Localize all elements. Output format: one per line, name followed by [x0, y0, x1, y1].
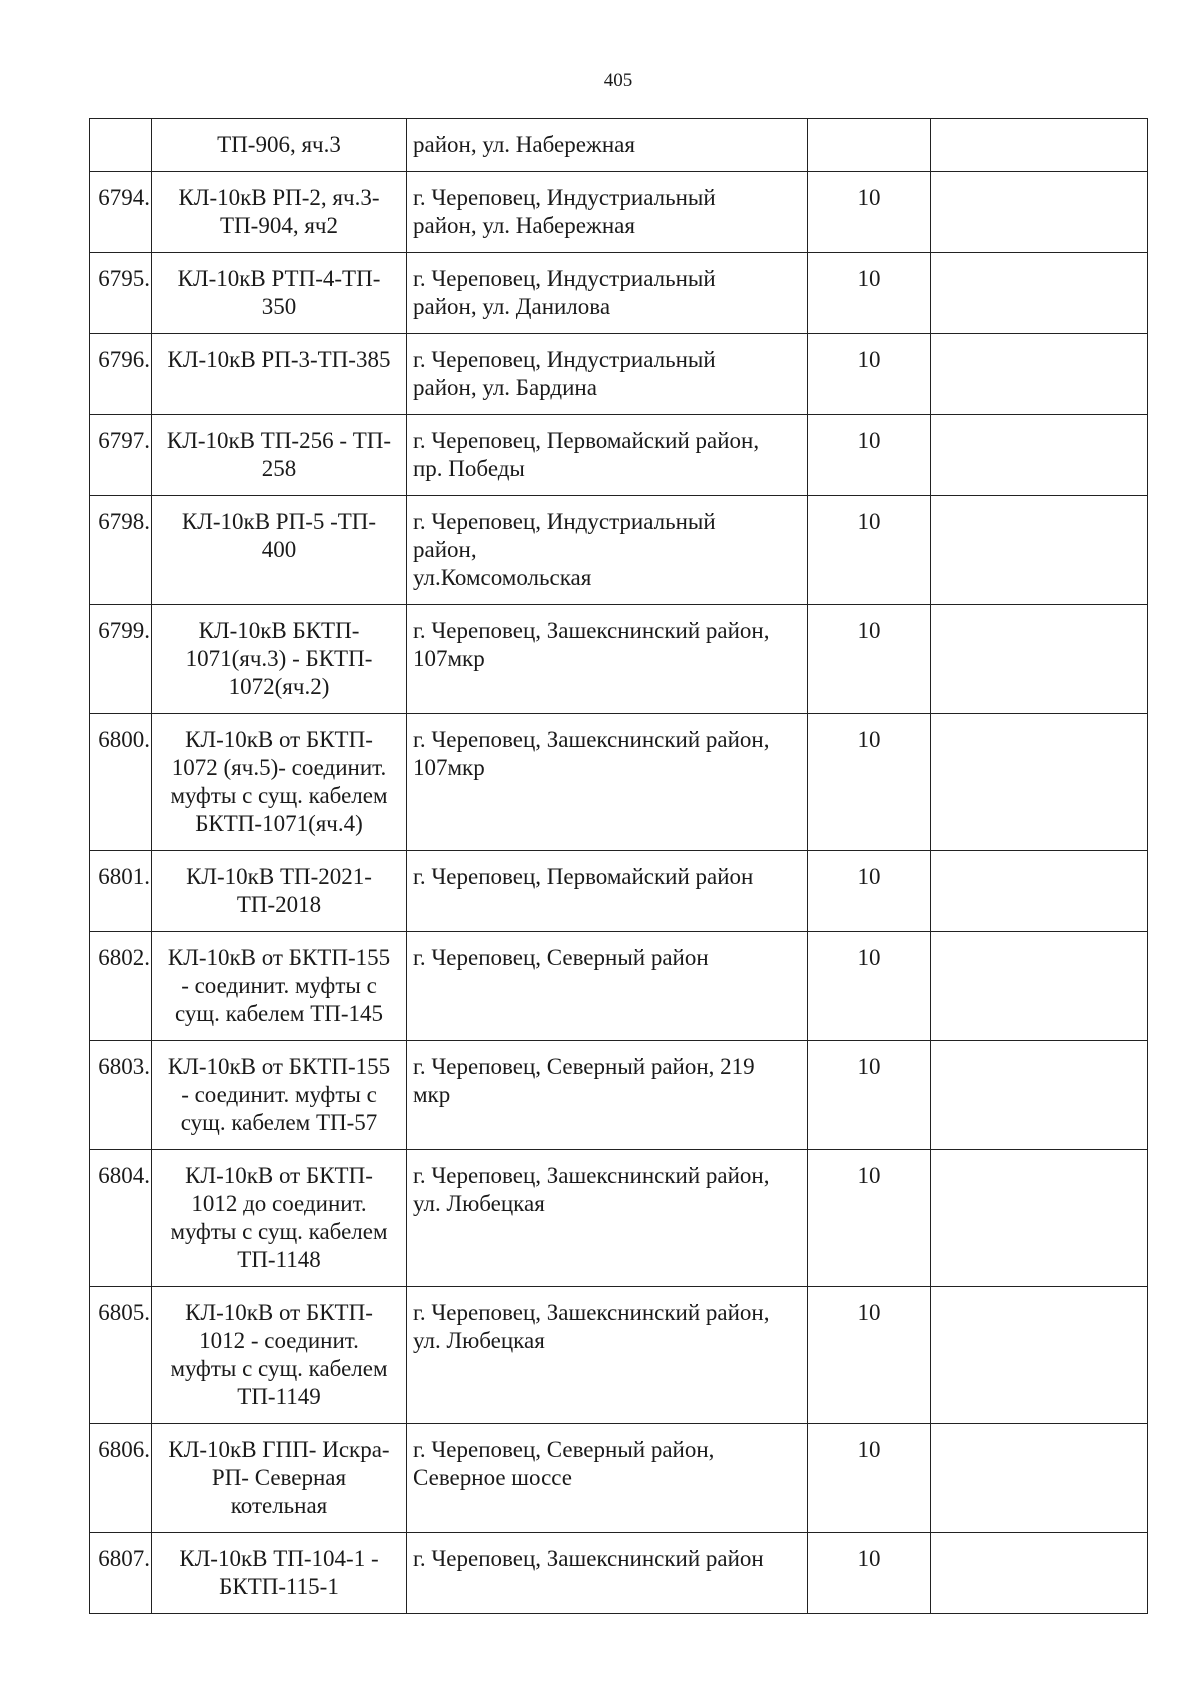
table-row — [90, 119, 1148, 172]
table-row — [90, 714, 1148, 851]
cable-line-name-cell: КЛ-10кВ БКТП- 1071(яч.3) - БКТП- 1072(яч.2) — [152, 605, 407, 714]
voltage-cell: 10 — [808, 1150, 931, 1287]
extra-cell — [931, 1041, 1148, 1150]
table-row — [90, 605, 1148, 714]
table-row — [90, 1533, 1148, 1614]
cable-line-name-cell: КЛ-10кВ РП-2, яч.3- ТП-904, яч2 — [152, 172, 407, 253]
extra-cell — [931, 496, 1148, 605]
row-number-cell: 6807. — [90, 1533, 152, 1614]
location-cell: г. Череповец, Первомайский район, пр. Победы — [407, 415, 808, 496]
location-cell: район, ул. Набережная — [407, 119, 808, 172]
cable-line-name-cell: КЛ-10кВ от БКТП- 1072 (яч.5)- соединит. муфты с сущ. кабелем БКТП-1071(яч.4) — [152, 714, 407, 851]
extra-cell — [931, 253, 1148, 334]
voltage-cell: 10 — [808, 172, 931, 253]
extra-cell — [931, 1287, 1148, 1424]
voltage-cell: 10 — [808, 415, 931, 496]
location-cell: г. Череповец, Зашекснинский район, 107мкр — [407, 714, 808, 851]
location-cell: г. Череповец, Индустриальный район, ул. Данилова — [407, 253, 808, 334]
voltage-cell: 10 — [808, 932, 931, 1041]
cable-line-name-cell: ТП-906, яч.3 — [152, 119, 407, 172]
row-number-cell: 6801. — [90, 851, 152, 932]
row-number-cell: 6802. — [90, 932, 152, 1041]
extra-cell — [931, 334, 1148, 415]
voltage-cell: 10 — [808, 253, 931, 334]
cable-line-name-cell: КЛ-10кВ ГПП- Искра- РП- Северная котельная — [152, 1424, 407, 1533]
row-number-cell — [90, 119, 152, 172]
cable-line-name-cell: КЛ-10кВ ТП-104-1 - БКТП-115-1 — [152, 1533, 407, 1614]
voltage-cell: 10 — [808, 496, 931, 605]
row-number-cell: 6794. — [90, 172, 152, 253]
voltage-cell: 10 — [808, 851, 931, 932]
table-row — [90, 1287, 1148, 1424]
row-number-cell: 6799. — [90, 605, 152, 714]
location-cell: г. Череповец, Зашекснинский район, ул. Любецкая — [407, 1150, 808, 1287]
extra-cell — [931, 415, 1148, 496]
extra-cell — [931, 714, 1148, 851]
extra-cell — [931, 1533, 1148, 1614]
extra-cell — [931, 851, 1148, 932]
table-row — [90, 172, 1148, 253]
extra-cell — [931, 172, 1148, 253]
table-row — [90, 932, 1148, 1041]
location-cell: г. Череповец, Индустриальный район, ул. Набережная — [407, 172, 808, 253]
row-number-cell: 6803. — [90, 1041, 152, 1150]
voltage-cell — [808, 119, 931, 172]
table-row — [90, 415, 1148, 496]
cable-line-name-cell: КЛ-10кВ ТП-2021- ТП-2018 — [152, 851, 407, 932]
voltage-cell: 10 — [808, 1424, 931, 1533]
cable-line-name-cell: КЛ-10кВ от БКТП- 1012 - соединит. муфты с сущ. кабелем ТП-1149 — [152, 1287, 407, 1424]
voltage-cell: 10 — [808, 714, 931, 851]
cable-line-name-cell: КЛ-10кВ РТП-4-ТП- 350 — [152, 253, 407, 334]
row-number-cell: 6800. — [90, 714, 152, 851]
location-cell: г. Череповец, Зашекснинский район — [407, 1533, 808, 1614]
table-body — [90, 119, 1148, 1614]
cable-line-name-cell: КЛ-10кВ от БКТП- 1012 до соединит. муфты с сущ. кабелем ТП-1148 — [152, 1150, 407, 1287]
cable-lines-table — [89, 118, 1148, 1614]
table-row — [90, 496, 1148, 605]
cable-line-name-cell: КЛ-10кВ ТП-256 - ТП- 258 — [152, 415, 407, 496]
location-cell: г. Череповец, Северный район, 219 мкр — [407, 1041, 808, 1150]
cable-line-name-cell: КЛ-10кВ РП-5 -ТП- 400 — [152, 496, 407, 605]
cable-line-name-cell: КЛ-10кВ от БКТП-155 - соединит. муфты с сущ. кабелем ТП-145 — [152, 932, 407, 1041]
row-number-cell: 6796. — [90, 334, 152, 415]
table-row — [90, 1041, 1148, 1150]
table-row — [90, 1424, 1148, 1533]
row-number-cell: 6798. — [90, 496, 152, 605]
table-row — [90, 1150, 1148, 1287]
extra-cell — [931, 119, 1148, 172]
location-cell: г. Череповец, Индустриальный район, ул. Бардина — [407, 334, 808, 415]
row-number-cell: 6805. — [90, 1287, 152, 1424]
extra-cell — [931, 1150, 1148, 1287]
extra-cell — [931, 1424, 1148, 1533]
location-cell: г. Череповец, Индустриальный район, ул.Комсомольская — [407, 496, 808, 605]
location-cell: г. Череповец, Зашекснинский район, 107мкр — [407, 605, 808, 714]
voltage-cell: 10 — [808, 605, 931, 714]
location-cell: г. Череповец, Северный район, Северное шоссе — [407, 1424, 808, 1533]
row-number-cell: 6797. — [90, 415, 152, 496]
extra-cell — [931, 605, 1148, 714]
voltage-cell: 10 — [808, 334, 931, 415]
cable-line-name-cell: КЛ-10кВ РП-3-ТП-385 — [152, 334, 407, 415]
row-number-cell: 6795. — [90, 253, 152, 334]
cable-line-name-cell: КЛ-10кВ от БКТП-155 - соединит. муфты с сущ. кабелем ТП-57 — [152, 1041, 407, 1150]
location-cell: г. Череповец, Зашекснинский район, ул. Любецкая — [407, 1287, 808, 1424]
page-number: 405 — [603, 70, 633, 91]
table-row — [90, 334, 1148, 415]
voltage-cell: 10 — [808, 1533, 931, 1614]
location-cell: г. Череповец, Первомайский район — [407, 851, 808, 932]
row-number-cell: 6804. — [90, 1150, 152, 1287]
voltage-cell: 10 — [808, 1287, 931, 1424]
location-cell: г. Череповец, Северный район — [407, 932, 808, 1041]
row-number-cell: 6806. — [90, 1424, 152, 1533]
table-row — [90, 851, 1148, 932]
voltage-cell: 10 — [808, 1041, 931, 1150]
table-row — [90, 253, 1148, 334]
extra-cell — [931, 932, 1148, 1041]
